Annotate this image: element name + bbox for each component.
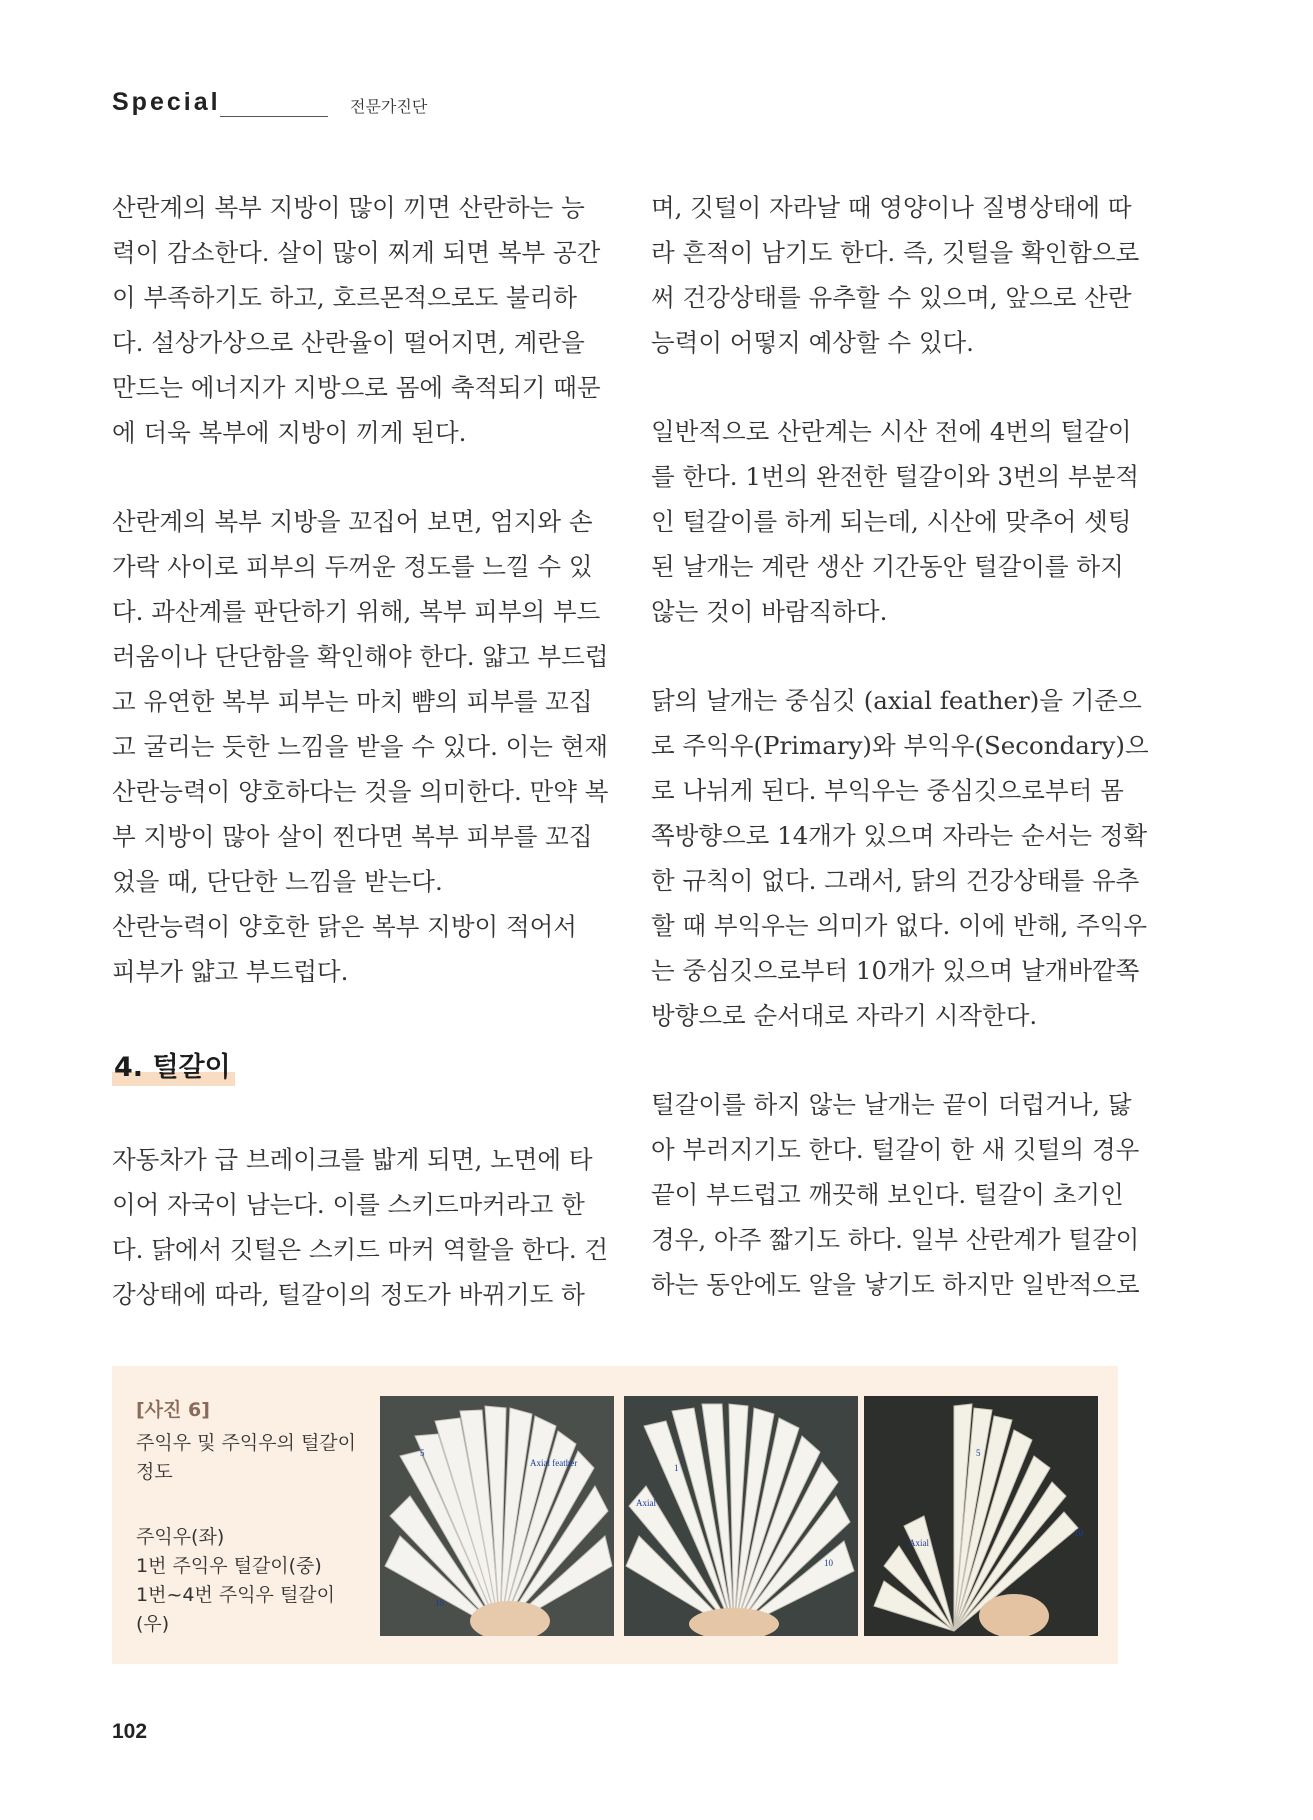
paragraph bbox=[651, 1082, 1140, 1307]
paragraph bbox=[112, 1137, 609, 1317]
wing-photo-left bbox=[380, 1396, 614, 1636]
paragraph bbox=[112, 499, 609, 994]
text-line: 다. 과산계를 판단하기 위해, 복부 피부의 부드 bbox=[112, 597, 601, 626]
text-line: 라 흔적이 남기도 한다. 즉, 깃털을 확인함으로 bbox=[651, 238, 1140, 267]
text-line: 이어 자국이 남는다. 이를 스키드마커라고 한 bbox=[112, 1190, 585, 1219]
section-heading: 4. 털갈이 bbox=[112, 1045, 235, 1086]
section-label: Special bbox=[112, 88, 221, 116]
category-label: 전문가진단 bbox=[350, 97, 428, 116]
axial-label: Axial bbox=[636, 1498, 656, 1508]
wing-image bbox=[380, 1396, 614, 1636]
text-line: 가락 사이로 피부의 두꺼운 정도를 느낄 수 있 bbox=[112, 552, 593, 581]
text-line: 할 때 부익우는 의미가 없다. 이에 반해, 주익우 bbox=[651, 911, 1148, 940]
text-line: 다. 닭에서 깃털은 스키드 마커 역할을 한다. 건 bbox=[112, 1235, 609, 1264]
figure-label: [사진 6] bbox=[136, 1399, 210, 1421]
text-line: 피부가 얇고 부드럽다. bbox=[112, 957, 349, 986]
paragraph bbox=[112, 185, 601, 455]
text-line: 털갈이를 하지 않는 날개는 끝이 더럽거나, 닳 bbox=[651, 1090, 1132, 1119]
left-column bbox=[112, 185, 609, 994]
text-line: 산란능력이 양호한 닭은 복부 지방이 적어서 bbox=[112, 912, 577, 941]
text-line: 닭의 날개는 중심깃 (axial feather)을 기준으 bbox=[651, 686, 1142, 715]
wing-photo-center bbox=[624, 1396, 858, 1636]
text-line: 경우, 아주 짧기도 하다. 일부 산란계가 털갈이 bbox=[651, 1225, 1140, 1254]
paragraph bbox=[651, 678, 1149, 1038]
text-line: 를 한다. 1번의 완전한 털갈이와 3번의 부분적 bbox=[651, 462, 1140, 491]
figure-box bbox=[112, 1366, 1118, 1664]
right-column bbox=[651, 185, 1149, 1307]
text-line: 로 나뉘게 된다. 부익우는 중심깃으로부터 몸 bbox=[651, 776, 1124, 805]
feather-number: 10 bbox=[824, 1558, 833, 1568]
text-line: 는 중심깃으로부터 10개가 있으며 날개바깥쪽 bbox=[651, 956, 1140, 985]
text-line: 러움이나 단단함을 확인해야 한다. 얇고 부드럽 bbox=[112, 642, 609, 671]
wing-image bbox=[624, 1396, 858, 1636]
wing-image bbox=[864, 1396, 1098, 1636]
page-number: 102 bbox=[112, 1720, 148, 1743]
feather-number: 10 bbox=[1074, 1528, 1083, 1538]
text-line: 능력이 어떻지 예상할 수 있다. bbox=[651, 328, 974, 357]
caption-line: 1번 주익우 털갈이(중) bbox=[136, 1555, 322, 1577]
text-line: 않는 것이 바람직하다. bbox=[651, 597, 888, 626]
text-line: 일반적으로 산란계는 시산 전에 4번의 털갈이 bbox=[651, 417, 1132, 446]
text-line: 아 부러지기도 한다. 털갈이 한 새 깃털의 경우 bbox=[651, 1135, 1140, 1164]
text-line: 며, 깃털이 자라날 때 영양이나 질병상태에 따 bbox=[651, 193, 1132, 222]
text-line: 력이 감소한다. 살이 많이 찌게 되면 복부 공간 bbox=[112, 238, 601, 267]
left-column-continued bbox=[112, 1137, 609, 1317]
text-line: 산란능력이 양호하다는 것을 의미한다. 만약 복 bbox=[112, 777, 609, 806]
text-line: 에 더욱 복부에 지방이 끼게 된다. bbox=[112, 418, 467, 447]
figure-description: 주익우 및 주익우의 털갈이 정도 bbox=[136, 1432, 357, 1483]
text-line: 다. 설상가상으로 산란율이 떨어지면, 계란을 bbox=[112, 328, 585, 357]
text-line: 산란계의 복부 지방을 꼬집어 보면, 엄지와 손 bbox=[112, 507, 593, 536]
text-line: 만드는 에너지가 지방으로 몸에 축적되기 때문 bbox=[112, 373, 601, 402]
caption-line: 1번~4번 주익우 털갈이(우) bbox=[136, 1584, 336, 1635]
text-line: 고 굴리는 듯한 느낌을 받을 수 있다. 이는 현재 bbox=[112, 732, 609, 761]
caption-line: 주익우(좌) bbox=[136, 1526, 225, 1548]
feather-number: 5 bbox=[976, 1448, 981, 1458]
text-line: 끝이 부드럽고 깨끗해 보인다. 털갈이 초기인 bbox=[651, 1180, 1124, 1209]
wing-photo-right bbox=[864, 1396, 1098, 1636]
feather-number: 5 bbox=[420, 1448, 425, 1458]
figure-caption bbox=[136, 1396, 366, 1639]
text-line: 하는 동안에도 알을 낳기도 하지만 일반적으로 bbox=[651, 1270, 1140, 1299]
paragraph bbox=[651, 409, 1140, 634]
axial-label: Axial bbox=[909, 1538, 929, 1548]
text-line: 쪽방향으로 14개가 있으며 자라는 순서는 정확 bbox=[651, 821, 1148, 850]
text-line: 써 건강상태를 유추할 수 있으며, 앞으로 산란 bbox=[651, 283, 1132, 312]
text-line: 방향으로 순서대로 자라기 시작한다. bbox=[651, 1001, 1038, 1030]
text-line: 고 유연한 복부 피부는 마치 뺨의 피부를 꼬집 bbox=[112, 687, 593, 716]
text-line: 된 날개는 계란 생산 기간동안 털갈이를 하지 bbox=[651, 552, 1124, 581]
text-line: 강상태에 따라, 털갈이의 정도가 바뀌기도 하 bbox=[112, 1280, 585, 1309]
text-line: 한 규칙이 없다. 그래서, 닭의 건강상태를 유추 bbox=[651, 866, 1140, 895]
feather-number: 1 bbox=[674, 1463, 679, 1473]
feather-number: 10 bbox=[435, 1598, 444, 1608]
header-divider bbox=[220, 116, 328, 117]
text-line: 산란계의 복부 지방이 많이 끼면 산란하는 능 bbox=[112, 193, 585, 222]
text-line: 었을 때, 단단한 느낌을 받는다. bbox=[112, 867, 443, 896]
text-line: 자동차가 급 브레이크를 밟게 되면, 노면에 타 bbox=[112, 1145, 593, 1174]
paragraph bbox=[651, 185, 1140, 365]
text-line: 부 지방이 많아 살이 찐다면 복부 피부를 꼬집 bbox=[112, 822, 593, 851]
text-line: 인 털갈이를 하게 되는데, 시산에 맞추어 셋팅 bbox=[651, 507, 1132, 536]
axial-feather-label: Axial feather bbox=[530, 1458, 578, 1468]
text-line: 이 부족하기도 하고, 호르몬적으로도 불리하 bbox=[112, 283, 577, 312]
text-line: 로 주익우(Primary)와 부익우(Secondary)으 bbox=[651, 731, 1149, 760]
